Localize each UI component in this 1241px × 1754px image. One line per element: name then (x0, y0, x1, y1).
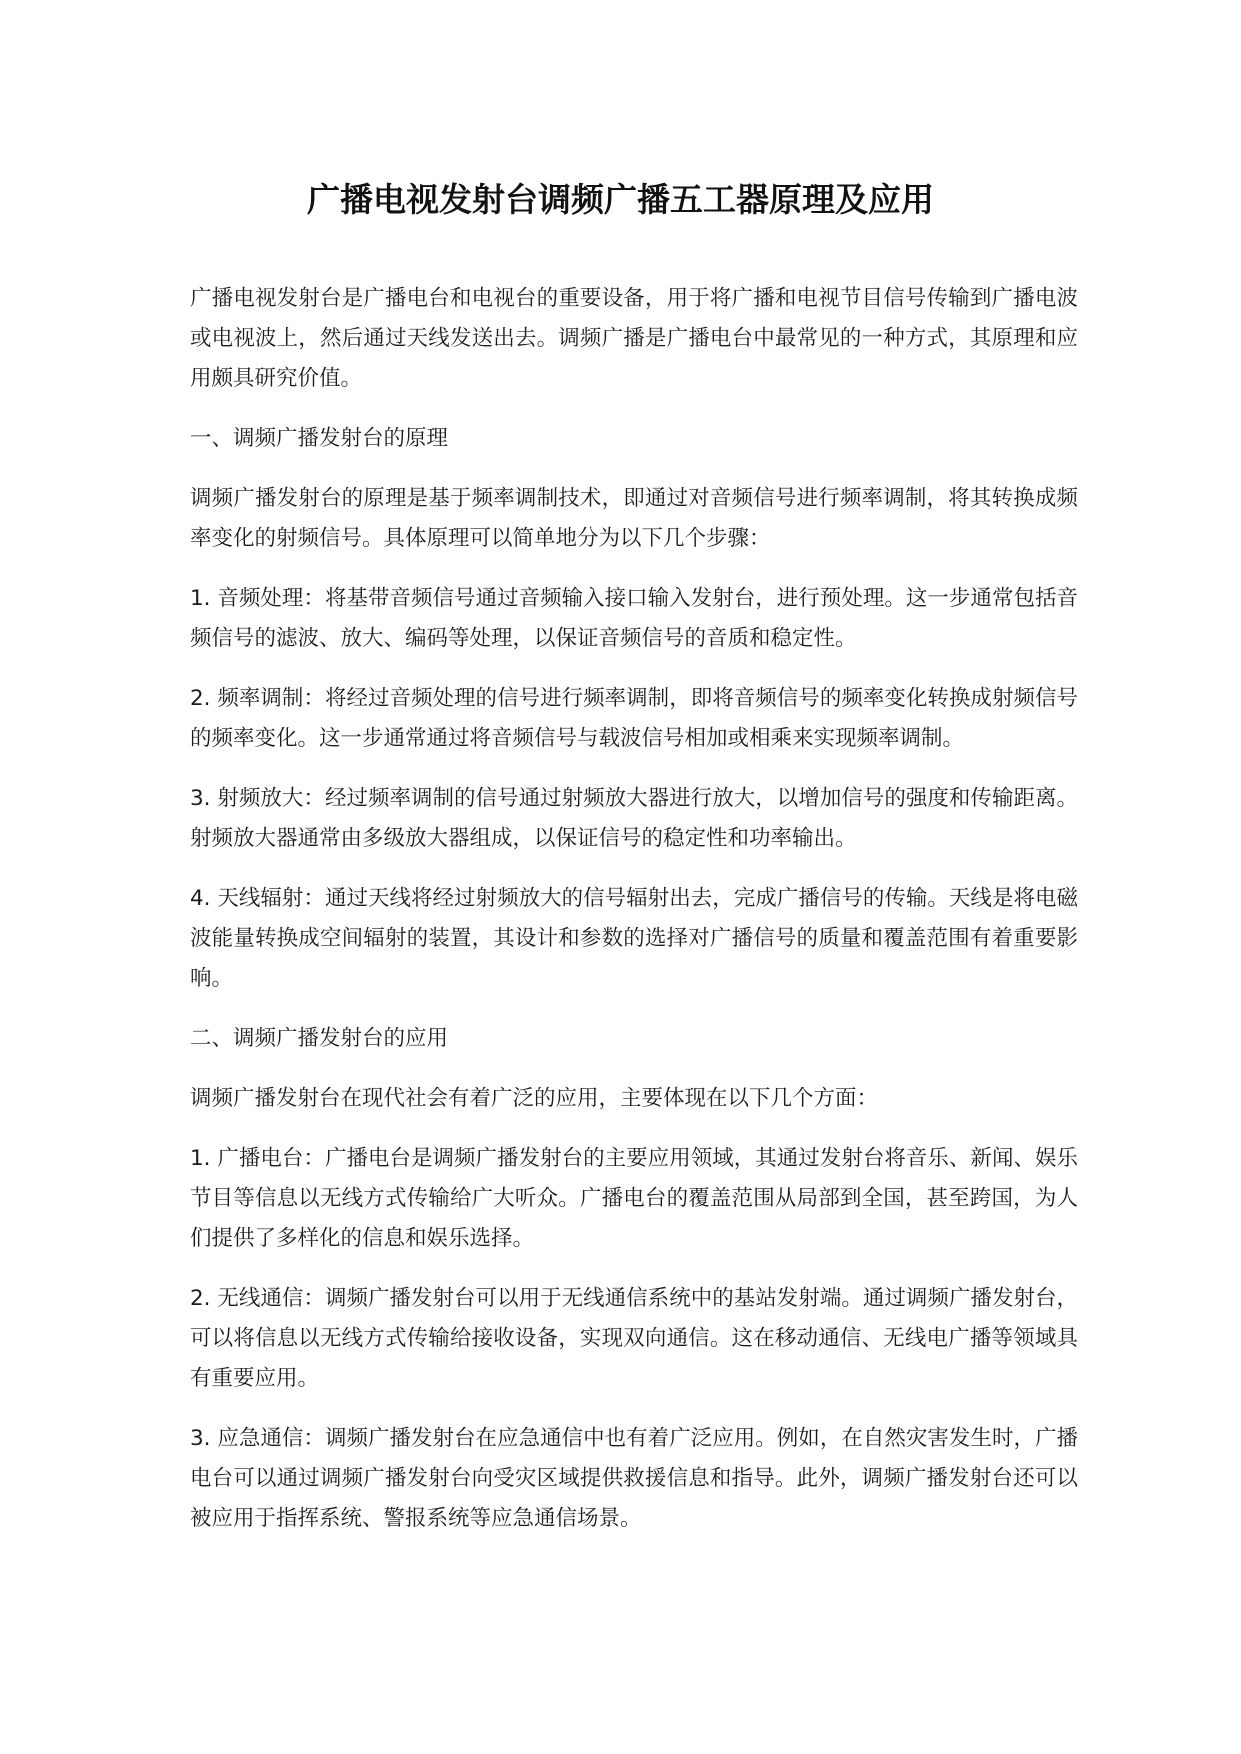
section-heading-principle: 一、调频广播发射台的原理 (190, 426, 449, 451)
section-heading-application: 二、调频广播发射台的应用 (190, 1026, 449, 1051)
principle-step-2-paragraph: 2. 频率调制：将经过音频处理的信号进行频率调制，即将音频信号的频率变化转换成射频信号的频率变化。这一步通常通过将音频信号与载波信号相加或相乘来实现频率调制。 (190, 686, 1078, 751)
principle-step-3-paragraph: 3. 射频放大：经过频率调制的信号通过射频放大器进行放大，以增加信号的强度和传输距离。射频放大器通常由多级放大器组成，以保证信号的稳定性和功率输出。 (190, 786, 1078, 851)
document-body (190, 279, 1078, 1559)
principle-step-4-paragraph: 4. 天线辐射：通过天线将经过射频放大的信号辐射出去，完成广播信号的传输。天线是将电磁波能量转换成空间辐射的装置，其设计和参数的选择对广播信号的质量和覆盖范围有着重要影响。 (190, 886, 1078, 991)
document-title: 广播电视发射台调频广播五工器原理及应用 (307, 180, 934, 219)
intro-paragraph: 广播电视发射台是广播电台和电视台的重要设备，用于将广播和电视节目信号传输到广播电波或电视波上，然后通过天线发送出去。调频广播是广播电台中最常见的一种方式，其原理和应用颇具研究价值。 (190, 286, 1078, 391)
application-item-2-paragraph: 2. 无线通信：调频广播发射台可以用于无线通信系统中的基站发射端。通过调频广播发射台，可以将信息以无线方式传输给接收设备，实现双向通信。这在移动通信、无线电广播等领域具有重要应用。 (190, 1286, 1078, 1391)
principle-intro-paragraph: 调频广播发射台的原理是基于频率调制技术，即通过对音频信号进行频率调制，将其转换成频率变化的射频信号。具体原理可以简单地分为以下几个步骤： (190, 486, 1078, 551)
application-item-1-paragraph: 1. 广播电台：广播电台是调频广播发射台的主要应用领域，其通过发射台将音乐、新闻、娱乐节目等信息以无线方式传输给广大听众。广播电台的覆盖范围从局部到全国，甚至跨国，为人们提供了多样化的信息和娱乐选择。 (190, 1146, 1078, 1251)
application-intro-paragraph: 调频广播发射台在现代社会有着广泛的应用，主要体现在以下几个方面： (190, 1086, 879, 1111)
principle-step-1-paragraph: 1. 音频处理：将基带音频信号通过音频输入接口输入发射台，进行预处理。这一步通常包括音频信号的滤波、放大、编码等处理，以保证音频信号的音质和稳定性。 (190, 586, 1078, 651)
application-item-3-paragraph: 3. 应急通信：调频广播发射台在应急通信中也有着广泛应用。例如，在自然灾害发生时，广播电台可以通过调频广播发射台向受灾区域提供救援信息和指导。此外，调频广播发射台还可以被应用于指挥系统、警报系统等应急通信场景。 (190, 1426, 1078, 1531)
